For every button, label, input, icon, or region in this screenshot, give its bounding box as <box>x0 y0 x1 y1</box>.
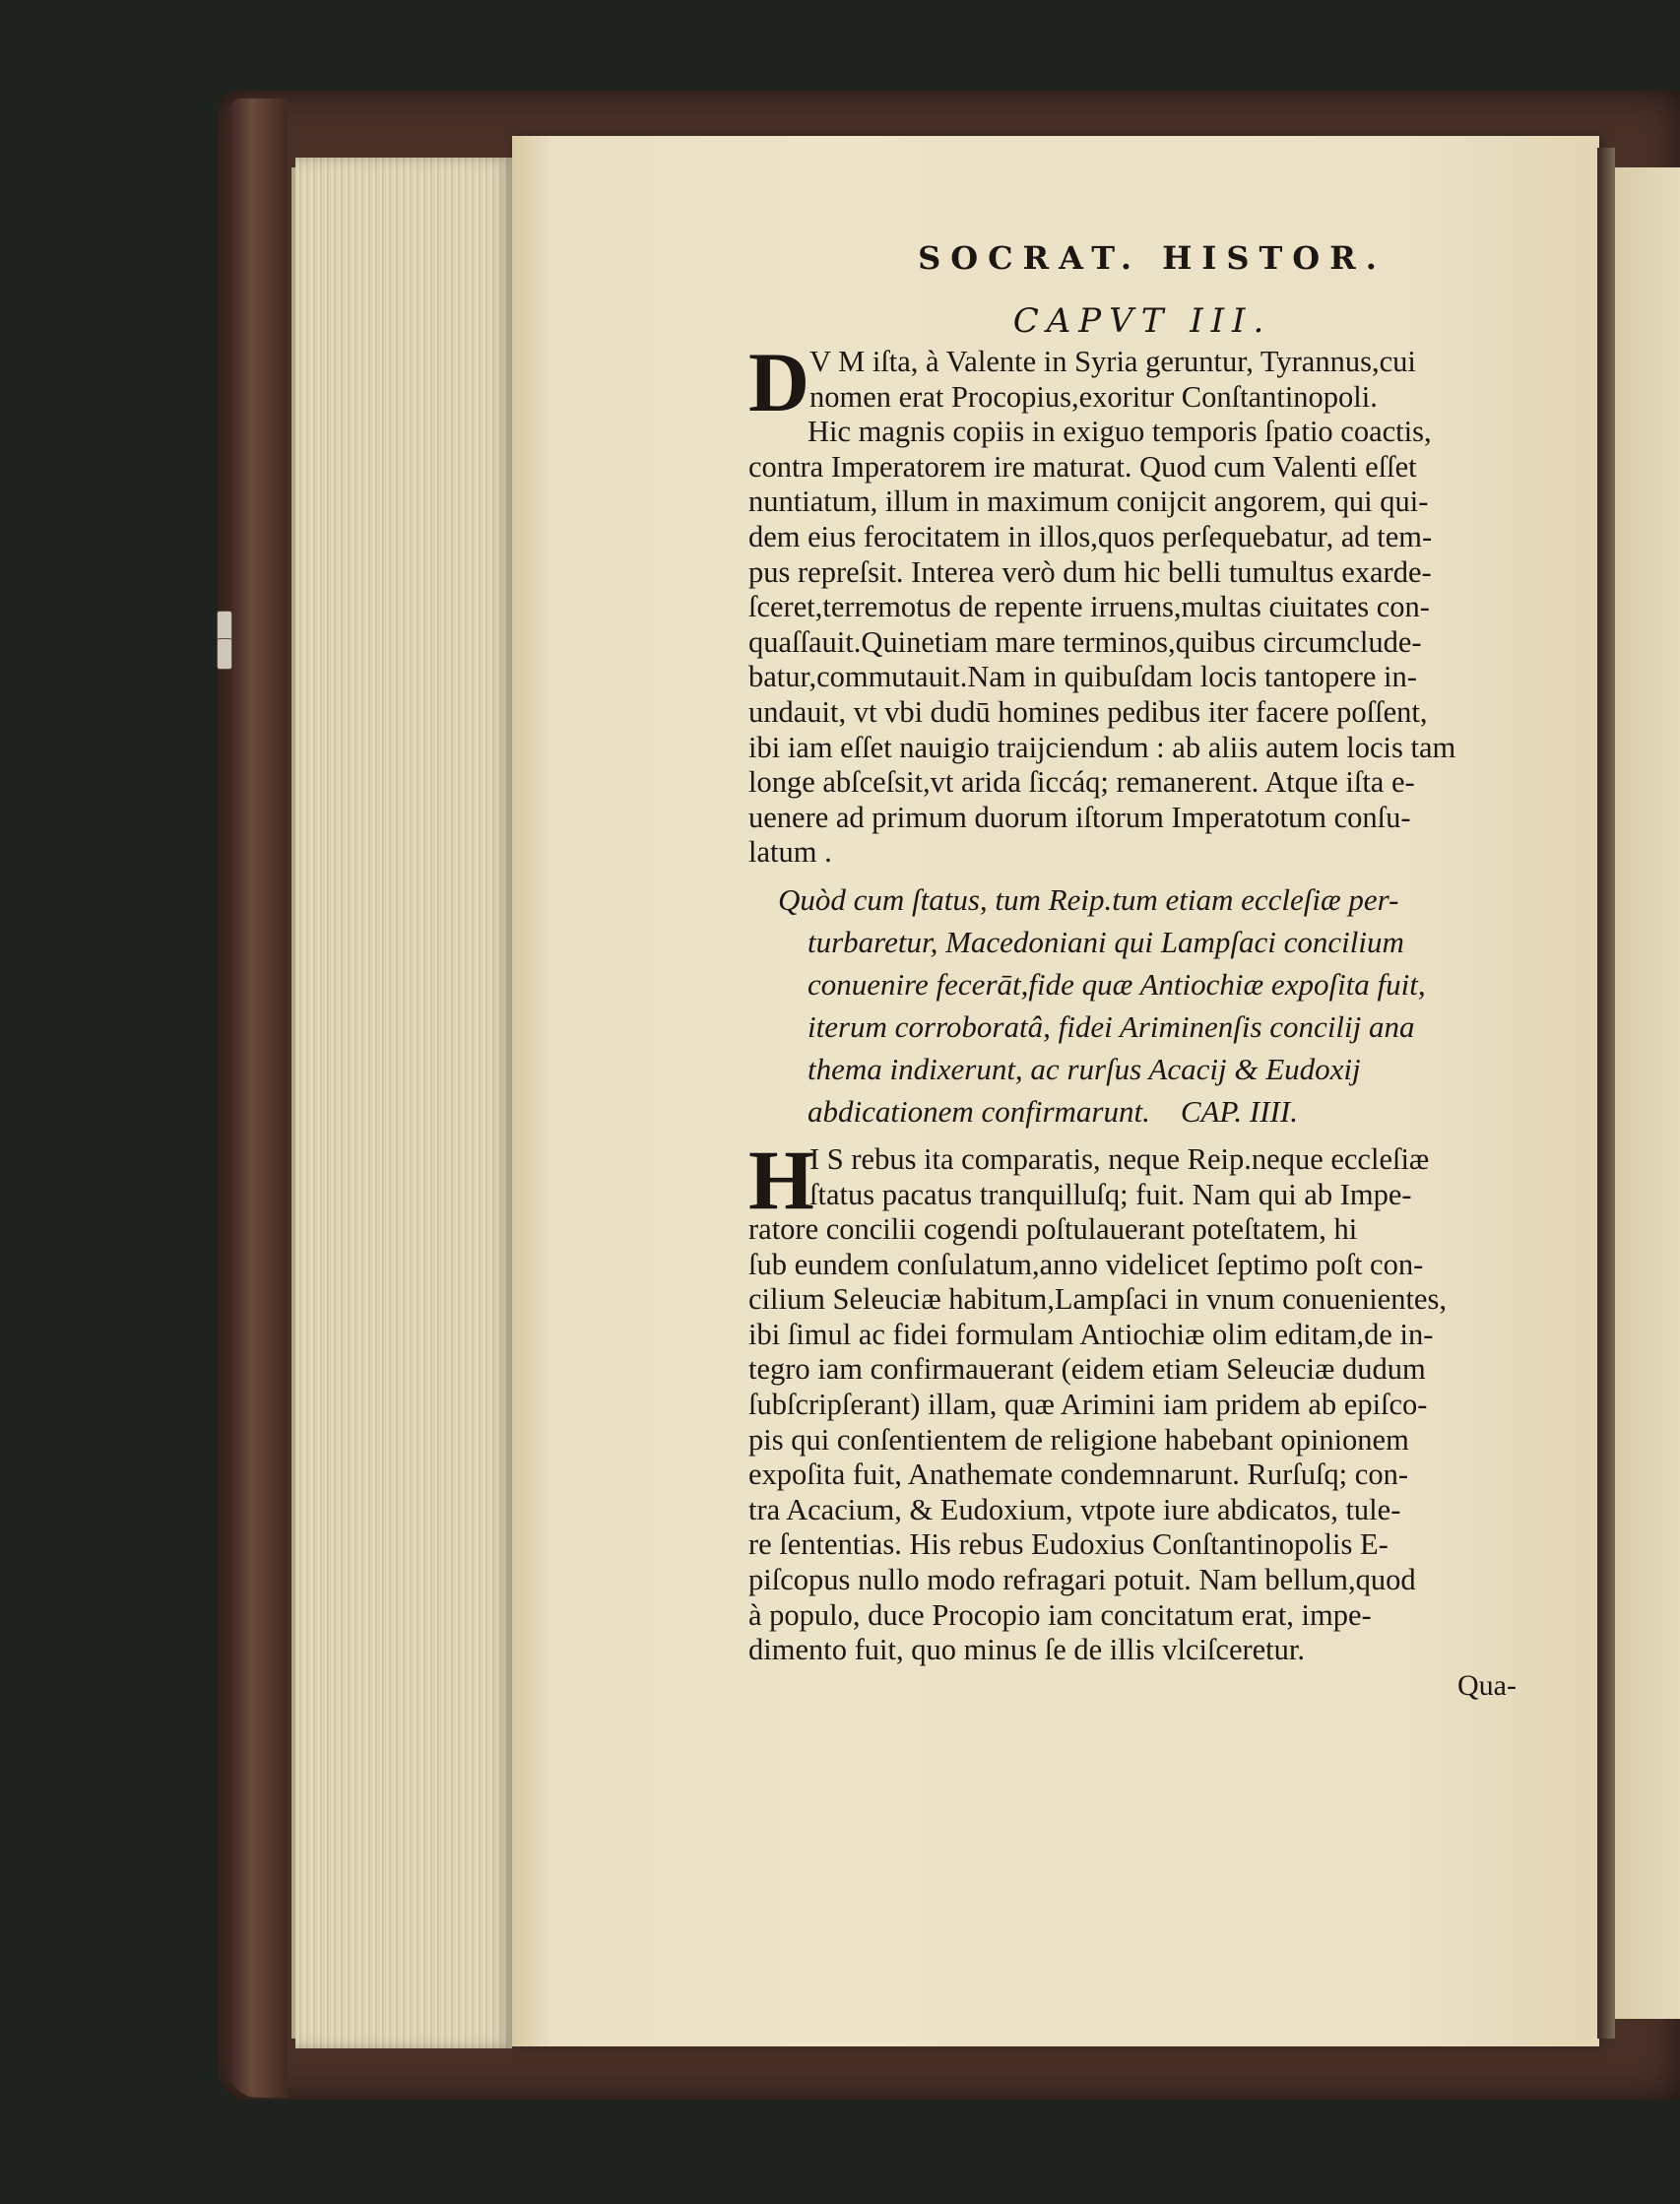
summary-line: Quòd cum ſtatus, tum Reip.tum etiam eccleſiæ per- <box>778 881 1399 917</box>
summary-line: iterum corroboratâ, fidei Ariminenſis concilij ana <box>808 1008 1415 1044</box>
text-line: pis qui conſentientem de religione habebant opinionem <box>748 1422 1409 1457</box>
text-line: uenere ad primum duorum iſtorum Imperatotum conſu- <box>748 800 1411 834</box>
text-line: tegro iam confirmauerant (eidem etiam Seleuciæ dudum <box>748 1352 1426 1387</box>
gutter <box>1597 148 1615 2039</box>
chapter-4-summary <box>748 878 1517 1133</box>
text-line: quaſſauit.Quinetiam mare terminos,quibus circumclude- <box>748 624 1422 659</box>
drop-cap-d: D <box>748 335 810 429</box>
text-line: V M iſta, à Valente in Syria geruntur, Tyrannus,cui <box>809 345 1416 378</box>
text-line: pus repreſsit. Interea verò dum hic belli tumultus exarde- <box>748 554 1432 589</box>
text-line: undauit, vt vbi dudū homines pedibus iter facere poſſent, <box>748 694 1428 729</box>
summary-line: conuenire fecerāt,fide quæ Antiochiæ expoſita fuit, <box>808 966 1426 1002</box>
catchword: Qua- <box>1457 1668 1517 1702</box>
text-line: ſceret,terremotus de repente irruens,multas ciuitates con- <box>748 590 1430 624</box>
drop-cap-h: H <box>748 1132 814 1227</box>
page-text <box>748 228 1517 1704</box>
facing-page-edge <box>1615 167 1680 2019</box>
chapter-3-text <box>748 335 1517 871</box>
page-stack <box>295 158 512 2048</box>
chapter-title: CAPVT III. <box>1012 301 1272 341</box>
text-line: I S rebus ita comparatis, neque Reip.neque eccleſiæ <box>809 1141 1430 1176</box>
summary-line-chapter-label: abdicationem confirmarunt. CAP. IIII. <box>808 1093 1298 1129</box>
running-head: SOCRAT. HISTOR. <box>918 239 1387 277</box>
summary-line: turbaretur, Macedoniani qui Lampſaci concilium <box>808 924 1404 959</box>
text-line: cilium Seleuciæ habitum,Lampſaci in vnum conuenientes, <box>748 1282 1447 1317</box>
text-line: contra Imperatorem ire maturat. Quod cum Valenti eſſet <box>748 449 1417 484</box>
text-line: re ſententias. His rebus Eudoxius Conſtantinopolis E- <box>748 1527 1389 1562</box>
text-line: longe abſceſsit,vt arida ſiccáq; remanerent. Atque iſta e- <box>748 765 1415 800</box>
text-line: ſtatus pacatus tranquilluſq; fuit. Nam qui ab Impe- <box>809 1177 1412 1211</box>
text-line: latum . <box>748 835 832 870</box>
text-line: dem eius ferocitatem in illos,quos perſequebatur, ad tem- <box>748 519 1433 553</box>
clasp-bottom <box>217 638 232 670</box>
book-spine-edge <box>228 98 288 2098</box>
text-line: ſubſcripſerant) illam, quæ Arimini iam pridem ab epiſco- <box>748 1388 1428 1422</box>
text-line: ſub eundem conſulatum,anno videlicet ſeptimo poſt con- <box>748 1247 1424 1281</box>
text-line: nomen erat Procopius,exoritur Conſtantinopoli. <box>809 379 1378 414</box>
chapter-4-text <box>748 1132 1517 1668</box>
text-line: à populo, duce Procopio iam concitatum erat, impe- <box>748 1597 1372 1632</box>
text-line: ratore concilii cogendi poſtulauerant poteſtatem, hi <box>748 1212 1358 1247</box>
text-line: ibi iam eſſet nauigio traijciendum : ab aliis autem locis tam <box>748 730 1456 764</box>
text-line: tra Acacium, & Eudoxium, vtpote iure abdicatos, tule- <box>748 1492 1401 1526</box>
summary-line: thema indixerunt, ac rurſus Acacij & Eudoxij <box>808 1051 1361 1086</box>
text-line: batur,commutauit.Nam in quibuſdam locis tantopere in- <box>748 660 1417 694</box>
text-line: nuntiatum, illum in maximum conijcit angorem, qui qui- <box>748 485 1429 519</box>
text-line: expoſita fuit, Anathemate condemnarunt. Rurſuſq; con- <box>748 1458 1408 1492</box>
text-line: Hic magnis copiis in exiguo temporis ſpatio coactis, <box>808 415 1432 449</box>
text-line: piſcopus nullo modo refragari potuit. Nam bellum,quod <box>748 1563 1416 1597</box>
text-line: dimento fuit, quo minus ſe de illis vlciſceretur. <box>748 1633 1305 1667</box>
text-line: ibi ſimul ac fidei formulam Antiochiæ olim editam,de in- <box>748 1317 1434 1351</box>
